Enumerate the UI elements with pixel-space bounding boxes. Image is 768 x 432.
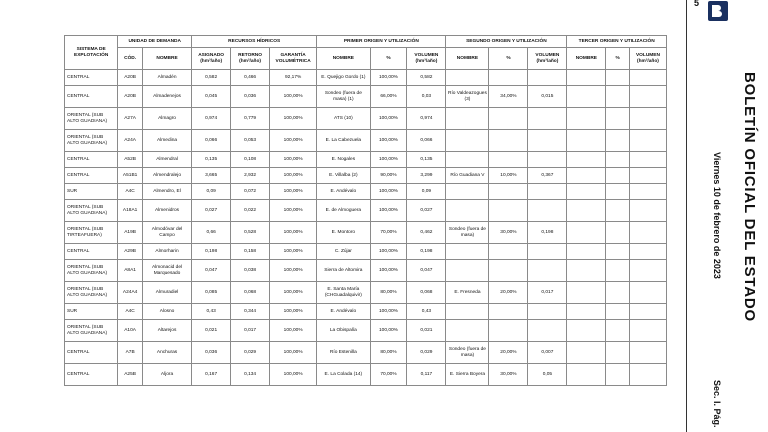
boe-logo-icon bbox=[708, 0, 728, 22]
cell-garantia: 100,00% bbox=[270, 86, 317, 108]
table-row bbox=[65, 282, 667, 304]
table-row bbox=[65, 244, 667, 260]
cell-garantia: 100,00% bbox=[270, 304, 317, 320]
cell-s-nombre: E. Fresneda bbox=[446, 282, 489, 304]
cell-p-pct: 70,00% bbox=[370, 364, 407, 386]
cell-s-nombre bbox=[446, 200, 489, 222]
table-row bbox=[65, 108, 667, 130]
cell-s-nombre: Sondeo (fuera de masa) bbox=[446, 342, 489, 364]
cell-s-pct bbox=[489, 152, 528, 168]
cell-retorno: 2,932 bbox=[231, 168, 270, 184]
cell-sistema: ORIENTAL (SUB ALTO GUADIANA) bbox=[65, 130, 118, 152]
cell-s-nombre bbox=[446, 70, 489, 86]
cell-t-vol bbox=[629, 152, 666, 168]
cell-t-pct bbox=[606, 86, 630, 108]
cell-t-vol bbox=[629, 168, 666, 184]
cell-t-pct bbox=[606, 200, 630, 222]
cell-asignado: 0,047 bbox=[192, 260, 231, 282]
cell-cod: A19B bbox=[118, 222, 143, 244]
cell-nombre: Almadén bbox=[142, 70, 191, 86]
cell-asignado: 0,066 bbox=[192, 130, 231, 152]
subheader-primer-nombre: NOMBRE bbox=[317, 48, 370, 70]
cell-cod: A24A4 bbox=[118, 282, 143, 304]
cell-cod: A52B bbox=[118, 152, 143, 168]
cell-s-pct bbox=[489, 130, 528, 152]
header-sistema: SISTEMA DE EXPLOTACIÓN bbox=[65, 36, 118, 70]
cell-t-vol bbox=[629, 200, 666, 222]
cell-cod: A18A1 bbox=[118, 200, 143, 222]
cell-sistema: ORIENTAL (SUB ALTO GUADIANA) bbox=[65, 260, 118, 282]
cell-s-pct bbox=[489, 200, 528, 222]
cell-sistema: SUR bbox=[65, 184, 118, 200]
table-row bbox=[65, 86, 667, 108]
cell-retorno: 0,779 bbox=[231, 108, 270, 130]
cell-nombre: Alosno bbox=[142, 304, 191, 320]
cell-t-vol bbox=[629, 282, 666, 304]
table-row bbox=[65, 320, 667, 342]
cell-s-pct bbox=[489, 260, 528, 282]
subheader-tercer-volumen: VOLUMEN (hm³/año) bbox=[629, 48, 666, 70]
cell-t-nombre bbox=[567, 282, 606, 304]
cell-garantia: 100,00% bbox=[270, 184, 317, 200]
cell-sistema: CENTRAL bbox=[65, 364, 118, 386]
cell-sistema: CENTRAL bbox=[65, 342, 118, 364]
cell-cod: A25B bbox=[118, 364, 143, 386]
cell-p-vol: 0,021 bbox=[407, 320, 446, 342]
cell-sistema: CENTRAL bbox=[65, 86, 118, 108]
cell-sistema: ORIENTAL (SUB ALTO GUADIANA) bbox=[65, 200, 118, 222]
table-row bbox=[65, 168, 667, 184]
cell-nombre: Almedina bbox=[142, 130, 191, 152]
cell-p-vol: 0,047 bbox=[407, 260, 446, 282]
cell-nombre: Almodóvar del Campo bbox=[142, 222, 191, 244]
cell-p-nombre: La Obispalía bbox=[317, 320, 370, 342]
cell-retorno: 0,072 bbox=[231, 184, 270, 200]
cell-nombre: Almendralejo bbox=[142, 168, 191, 184]
cell-p-pct: 100,00% bbox=[370, 320, 407, 342]
cell-garantia: 100,00% bbox=[270, 244, 317, 260]
cell-s-nombre bbox=[446, 108, 489, 130]
cell-p-vol: 0,43 bbox=[407, 304, 446, 320]
table-row bbox=[65, 70, 667, 86]
table-row bbox=[65, 184, 667, 200]
cell-t-pct bbox=[606, 364, 630, 386]
cell-p-pct: 100,00% bbox=[370, 304, 407, 320]
cell-t-nombre bbox=[567, 152, 606, 168]
cell-t-vol bbox=[629, 244, 666, 260]
cell-p-pct: 66,00% bbox=[370, 86, 407, 108]
cell-s-nombre bbox=[446, 244, 489, 260]
cell-s-nombre: E. Sierra Boyera bbox=[446, 364, 489, 386]
cell-s-vol bbox=[528, 200, 567, 222]
subheader-segundo-pct: % bbox=[489, 48, 528, 70]
table-row bbox=[65, 342, 667, 364]
journal-title: BOLETÍN OFICIAL DEL ESTADO bbox=[741, 72, 758, 322]
cell-sistema: CENTRAL bbox=[65, 168, 118, 184]
cell-p-vol: 0,974 bbox=[407, 108, 446, 130]
cell-s-nombre bbox=[446, 304, 489, 320]
cell-retorno: 0,017 bbox=[231, 320, 270, 342]
cell-p-pct: 100,00% bbox=[370, 200, 407, 222]
cell-t-pct bbox=[606, 342, 630, 364]
cell-s-vol bbox=[528, 130, 567, 152]
cell-garantia: 100,00% bbox=[270, 260, 317, 282]
cell-p-nombre: Sierra de Altomira bbox=[317, 260, 370, 282]
cell-t-nombre bbox=[567, 244, 606, 260]
cell-sistema: ORIENTAL (SUB ALTO GUADIANA) bbox=[65, 282, 118, 304]
cell-p-vol: 0,09 bbox=[407, 184, 446, 200]
cell-s-pct: 30,00% bbox=[489, 364, 528, 386]
cell-nombre: Aljora bbox=[142, 364, 191, 386]
cell-cod: A4C bbox=[118, 304, 143, 320]
cell-garantia: 100,00% bbox=[270, 130, 317, 152]
cell-asignado: 0,027 bbox=[192, 200, 231, 222]
cell-retorno: 0,029 bbox=[231, 342, 270, 364]
cell-retorno: 0,158 bbox=[231, 244, 270, 260]
subheader-segundo-volumen: VOLUMEN (hm³/año) bbox=[528, 48, 567, 70]
cell-p-vol: 0,029 bbox=[407, 342, 446, 364]
cell-t-pct bbox=[606, 70, 630, 86]
cell-cod: A20B bbox=[118, 86, 143, 108]
cell-asignado: 0,036 bbox=[192, 342, 231, 364]
cell-retorno: 0,528 bbox=[231, 222, 270, 244]
page-number: 5 bbox=[694, 0, 700, 8]
cell-p-nombre: E. Quejigo Gordo (1) bbox=[317, 70, 370, 86]
cell-t-nombre bbox=[567, 260, 606, 282]
subheader-garantia: GARANTÍA VOLUMÉTRICA bbox=[270, 48, 317, 70]
cell-asignado: 0,021 bbox=[192, 320, 231, 342]
cell-asignado: 0,582 bbox=[192, 70, 231, 86]
cell-cod: A29B bbox=[118, 244, 143, 260]
cell-p-nombre: Sondeo (fuera de masa) (1) bbox=[317, 86, 370, 108]
cell-p-pct: 100,00% bbox=[370, 184, 407, 200]
cell-nombre: Almenidros bbox=[142, 200, 191, 222]
table-row bbox=[65, 364, 667, 386]
cell-s-vol bbox=[528, 304, 567, 320]
cell-s-nombre bbox=[446, 130, 489, 152]
cell-s-nombre: Río Valdeazogues (3) bbox=[446, 86, 489, 108]
header-tercer-origen: TERCER ORIGEN Y UTILIZACIÓN bbox=[567, 36, 667, 48]
cell-retorno: 0,036 bbox=[231, 86, 270, 108]
cell-p-pct: 80,00% bbox=[370, 282, 407, 304]
cell-retorno: 0,134 bbox=[231, 364, 270, 386]
cell-cod: A27A bbox=[118, 108, 143, 130]
cell-s-pct: 20,00% bbox=[489, 282, 528, 304]
cell-p-vol: 0,135 bbox=[407, 152, 446, 168]
cell-cod: A20B bbox=[118, 70, 143, 86]
cell-garantia: 100,00% bbox=[270, 222, 317, 244]
cell-t-vol bbox=[629, 70, 666, 86]
cell-retorno: 0,022 bbox=[231, 200, 270, 222]
cell-t-pct bbox=[606, 304, 630, 320]
table-row bbox=[65, 200, 667, 222]
cell-t-nombre bbox=[567, 184, 606, 200]
cell-sistema: ORIENTAL (SUB ALTO GUADIANA) bbox=[65, 320, 118, 342]
cell-t-vol bbox=[629, 320, 666, 342]
cell-t-vol bbox=[629, 184, 666, 200]
cell-t-pct bbox=[606, 108, 630, 130]
header-recursos: RECURSOS HÍDRICOS bbox=[192, 36, 317, 48]
demand-units-table bbox=[64, 35, 667, 386]
cell-asignado: 0,43 bbox=[192, 304, 231, 320]
cell-s-vol bbox=[528, 184, 567, 200]
cell-p-pct: 100,00% bbox=[370, 130, 407, 152]
cell-s-nombre bbox=[446, 184, 489, 200]
cell-s-pct bbox=[489, 320, 528, 342]
cell-p-vol: 0,03 bbox=[407, 86, 446, 108]
cell-p-vol: 0,068 bbox=[407, 282, 446, 304]
cell-garantia: 92,17% bbox=[270, 70, 317, 86]
cell-p-vol: 0,117 bbox=[407, 364, 446, 386]
cell-t-pct bbox=[606, 184, 630, 200]
cell-sistema: CENTRAL bbox=[65, 244, 118, 260]
header-unidad: UNIDAD DE DEMANDA bbox=[118, 36, 192, 48]
cell-p-vol: 3,299 bbox=[407, 168, 446, 184]
cell-p-nombre: C. Zújar bbox=[317, 244, 370, 260]
cell-nombre: Almuradiel bbox=[142, 282, 191, 304]
section-page-label: Sec. I. Pág. bbox=[712, 380, 722, 428]
publication-date: Viernes 10 de febrero de 2023 bbox=[712, 152, 722, 279]
cell-p-pct: 80,00% bbox=[370, 342, 407, 364]
cell-s-pct: 34,00% bbox=[489, 86, 528, 108]
cell-garantia: 100,00% bbox=[270, 320, 317, 342]
cell-p-nombre: E. La Cabezuela bbox=[317, 130, 370, 152]
cell-p-pct: 70,00% bbox=[370, 222, 407, 244]
cell-t-nombre bbox=[567, 168, 606, 184]
cell-s-pct bbox=[489, 70, 528, 86]
cell-t-pct bbox=[606, 130, 630, 152]
cell-t-pct bbox=[606, 168, 630, 184]
table-row bbox=[65, 260, 667, 282]
cell-nombre: Almagro bbox=[142, 108, 191, 130]
cell-p-vol: 0,027 bbox=[407, 200, 446, 222]
cell-garantia: 100,00% bbox=[270, 342, 317, 364]
cell-p-pct: 100,00% bbox=[370, 260, 407, 282]
cell-t-pct bbox=[606, 282, 630, 304]
cell-asignado: 0,974 bbox=[192, 108, 231, 130]
cell-sistema: SUR bbox=[65, 304, 118, 320]
cell-retorno: 0,466 bbox=[231, 70, 270, 86]
subheader-retorno: RETORNO (hm³/año) bbox=[231, 48, 270, 70]
cell-s-nombre: Sondeo (fuera de masa) bbox=[446, 222, 489, 244]
cell-s-vol: 0,015 bbox=[528, 86, 567, 108]
cell-t-pct bbox=[606, 260, 630, 282]
cell-p-nombre: E. Andévalo bbox=[317, 184, 370, 200]
cell-t-nombre bbox=[567, 222, 606, 244]
cell-s-pct: 20,00% bbox=[489, 342, 528, 364]
cell-garantia: 100,00% bbox=[270, 152, 317, 168]
cell-garantia: 100,00% bbox=[270, 200, 317, 222]
cell-s-vol bbox=[528, 152, 567, 168]
table-row bbox=[65, 152, 667, 168]
cell-s-vol bbox=[528, 244, 567, 260]
cell-s-pct: 10,00% bbox=[489, 168, 528, 184]
cell-t-pct bbox=[606, 244, 630, 260]
cell-retorno: 0,038 bbox=[231, 260, 270, 282]
cell-p-pct: 90,00% bbox=[370, 168, 407, 184]
cell-s-pct bbox=[489, 304, 528, 320]
subheader-tercer-nombre: NOMBRE bbox=[567, 48, 606, 70]
cell-s-nombre bbox=[446, 152, 489, 168]
cell-p-vol: 0,198 bbox=[407, 244, 446, 260]
cell-t-vol bbox=[629, 342, 666, 364]
cell-asignado: 0,167 bbox=[192, 364, 231, 386]
cell-p-pct: 100,00% bbox=[370, 108, 407, 130]
cell-p-nombre: ATS (10) bbox=[317, 108, 370, 130]
cell-t-nombre bbox=[567, 200, 606, 222]
cell-retorno: 0,068 bbox=[231, 282, 270, 304]
cell-t-vol bbox=[629, 130, 666, 152]
cell-asignado: 3,665 bbox=[192, 168, 231, 184]
cell-p-nombre: E. Andévalo bbox=[317, 304, 370, 320]
cell-cod: A24A bbox=[118, 130, 143, 152]
cell-asignado: 0,66 bbox=[192, 222, 231, 244]
cell-p-nombre: E. Villalba (2) bbox=[317, 168, 370, 184]
cell-garantia: 100,00% bbox=[270, 108, 317, 130]
cell-s-vol: 0,05 bbox=[528, 364, 567, 386]
cell-p-vol: 0,582 bbox=[407, 70, 446, 86]
cell-p-nombre: E. La Colada (14) bbox=[317, 364, 370, 386]
subheader-primer-pct: % bbox=[370, 48, 407, 70]
cell-retorno: 0,108 bbox=[231, 152, 270, 168]
cell-nombre: Almadenejos bbox=[142, 86, 191, 108]
cell-sistema: ORIENTAL (SUB ALTO GUADIANA) bbox=[65, 108, 118, 130]
cell-t-pct bbox=[606, 152, 630, 168]
cell-p-nombre: E. Montoro bbox=[317, 222, 370, 244]
subheader-segundo-nombre: NOMBRE bbox=[446, 48, 489, 70]
cell-s-pct bbox=[489, 108, 528, 130]
cell-garantia: 100,00% bbox=[270, 364, 317, 386]
cell-p-nombre: E. Santa María (CHGuadalquivir) bbox=[317, 282, 370, 304]
cell-p-pct: 100,00% bbox=[370, 152, 407, 168]
cell-garantia: 100,00% bbox=[270, 168, 317, 184]
cell-p-vol: 0,066 bbox=[407, 130, 446, 152]
cell-cod: A10A bbox=[118, 320, 143, 342]
cell-t-nombre bbox=[567, 108, 606, 130]
cell-s-vol bbox=[528, 320, 567, 342]
cell-nombre: Altarejos bbox=[142, 320, 191, 342]
cell-t-nombre bbox=[567, 320, 606, 342]
cell-t-vol bbox=[629, 260, 666, 282]
cell-t-vol bbox=[629, 86, 666, 108]
table-row bbox=[65, 130, 667, 152]
subheader-asignado: ASIGNADO (hm³/año) bbox=[192, 48, 231, 70]
cell-asignado: 0,09 bbox=[192, 184, 231, 200]
cell-t-nombre bbox=[567, 70, 606, 86]
subheader-nombre: NOMBRE bbox=[142, 48, 191, 70]
cell-cod: A4C bbox=[118, 184, 143, 200]
cell-s-pct bbox=[489, 244, 528, 260]
cell-sistema: CENTRAL bbox=[65, 70, 118, 86]
header-primer-origen: PRIMER ORIGEN Y UTILIZACIÓN bbox=[317, 36, 446, 48]
cell-p-vol: 0,462 bbox=[407, 222, 446, 244]
cell-s-vol: 0,017 bbox=[528, 282, 567, 304]
cell-asignado: 0,045 bbox=[192, 86, 231, 108]
subheader-cod: CÓD. bbox=[118, 48, 143, 70]
cell-nombre: Almonacid del Marquesado bbox=[142, 260, 191, 282]
cell-t-nombre bbox=[567, 304, 606, 320]
cell-retorno: 0,344 bbox=[231, 304, 270, 320]
cell-asignado: 0,085 bbox=[192, 282, 231, 304]
cell-cod: A51B1 bbox=[118, 168, 143, 184]
cell-p-pct: 100,00% bbox=[370, 244, 407, 260]
cell-t-vol bbox=[629, 222, 666, 244]
cell-asignado: 0,135 bbox=[192, 152, 231, 168]
cell-nombre: Almorharin bbox=[142, 244, 191, 260]
cell-s-vol: 0,007 bbox=[528, 342, 567, 364]
cell-p-nombre: E. Nogales bbox=[317, 152, 370, 168]
cell-sistema: ORIENTAL (SUB TIRTEAFUERA) bbox=[65, 222, 118, 244]
subheader-tercer-pct: % bbox=[606, 48, 630, 70]
cell-nombre: Almendral bbox=[142, 152, 191, 168]
cell-retorno: 0,053 bbox=[231, 130, 270, 152]
cell-cod: A7B bbox=[118, 342, 143, 364]
cell-s-pct bbox=[489, 184, 528, 200]
cell-s-nombre bbox=[446, 260, 489, 282]
cell-t-vol bbox=[629, 364, 666, 386]
cell-s-vol: 0,198 bbox=[528, 222, 567, 244]
divider-line bbox=[686, 0, 687, 432]
cell-p-nombre: E. de Almoguera bbox=[317, 200, 370, 222]
cell-s-nombre: Río Guadiana V bbox=[446, 168, 489, 184]
cell-t-nombre bbox=[567, 130, 606, 152]
subheader-primer-volumen: VOLUMEN (hm³/año) bbox=[407, 48, 446, 70]
cell-t-vol bbox=[629, 304, 666, 320]
cell-t-pct bbox=[606, 320, 630, 342]
cell-p-pct: 100,00% bbox=[370, 70, 407, 86]
cell-s-nombre bbox=[446, 320, 489, 342]
cell-garantia: 100,00% bbox=[270, 282, 317, 304]
cell-s-vol bbox=[528, 108, 567, 130]
cell-cod: A8A1 bbox=[118, 260, 143, 282]
cell-s-pct: 30,00% bbox=[489, 222, 528, 244]
cell-asignado: 0,198 bbox=[192, 244, 231, 260]
cell-t-nombre bbox=[567, 342, 606, 364]
cell-t-vol bbox=[629, 108, 666, 130]
cell-s-vol: 0,367 bbox=[528, 168, 567, 184]
table-row bbox=[65, 222, 667, 244]
cell-t-pct bbox=[606, 222, 630, 244]
cell-t-nombre bbox=[567, 364, 606, 386]
cell-p-nombre: Río Estenilla bbox=[317, 342, 370, 364]
cell-s-vol bbox=[528, 260, 567, 282]
cell-t-nombre bbox=[567, 86, 606, 108]
cell-nombre: Almendro, El bbox=[142, 184, 191, 200]
header-segundo-origen: SEGUNDO ORIGEN Y UTILIZACIÓN bbox=[446, 36, 567, 48]
cell-s-vol bbox=[528, 70, 567, 86]
cell-nombre: Anchuras bbox=[142, 342, 191, 364]
cell-sistema: CENTRAL bbox=[65, 152, 118, 168]
table-row bbox=[65, 304, 667, 320]
